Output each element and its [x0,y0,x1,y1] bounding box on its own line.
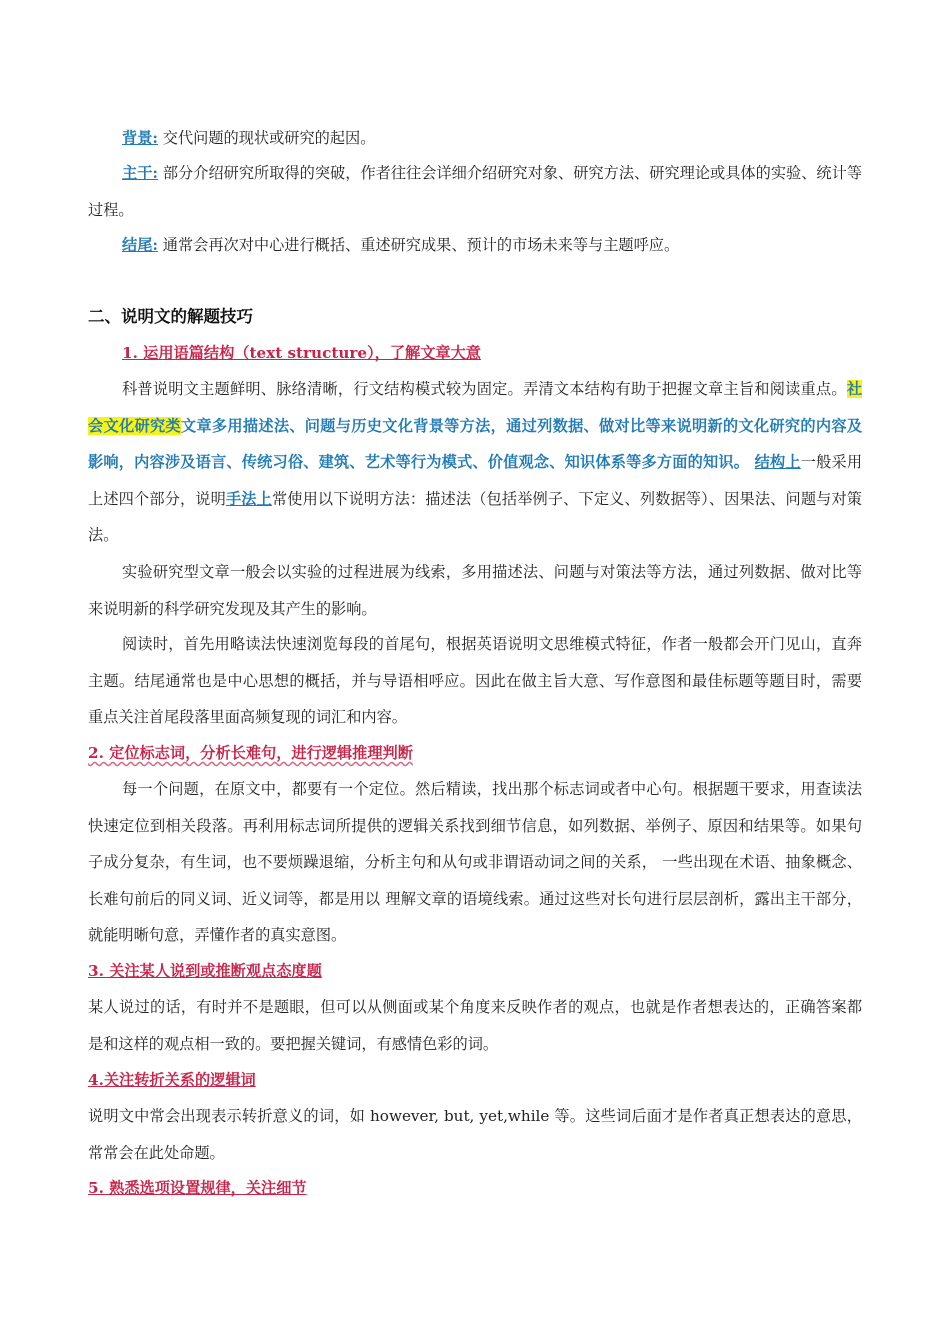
tip5-title-text: 5. 熟悉选项设置规律，关注细节 [88,1179,307,1197]
tip1-title-text: 1. 运用语篇结构（text structure），了解文章大意 [122,344,481,362]
method-label: 手法上 [225,489,272,508]
ending-label: 结尾: [122,236,158,254]
highlight-social-culture: 社会文化研究类 [88,380,862,435]
background-paragraph [88,120,862,157]
tip1-title [88,335,862,372]
tip3-paragraph: 某人说过的话，有时并不是题眼，但可以从侧面或某个角度来反映作者的观点，也就是作者想表达的，正确答案都是和这样的观点相一致的。要把握关键词，有感情色彩的词。 [88,998,862,1053]
tip2-title-text: 2. 定位标志词，分析长难句，进行逻辑推理判断 [88,744,413,762]
ending-text: 通常会再次对中心进行概括、重述研究成果、预计的市场未来等与主题呼应。 [157,236,680,254]
tip1-p1-c: 一般采用上述四个部分，说明 [88,453,863,508]
tip1-paragraph-3: 阅读时，首先用略读法快速浏览每段的首尾句，根据英语说明文思维模式特征，作者一般都会开门见山，直奔主题。结尾通常也是中心思想的概括，并与导语相呼应。因此在做主旨大意、写作意图和最佳标题等题目时，需要重点关注首尾段落里面高频复现的词汇和内容。 [88,635,862,726]
structure-label: 结构上 [754,453,801,471]
section-heading: 二、说明文的解题技巧 [88,307,253,326]
tip4-paragraph: 说明文中常会出现表示转折意义的词，如 however, but, yet,while 等。这些词后面才是作者真正想表达的意思，常常会在此处命题。 [88,1107,862,1162]
tip3-title [88,953,862,990]
tip4-title-text: 4.关注转折关系的逻辑词 [88,1071,256,1089]
tip2-title [88,735,862,772]
tip1-p1-b: 。 [733,453,755,471]
tip1-paragraph-2: 实验研究型文章一般会以实验的过程进展为线索，多用描述法、问题与对策法等方法，通过列数据、做对比等来说明新的科学研究发现及其产生的影响。 [88,563,862,618]
tip5-title [88,1170,862,1207]
ending-paragraph [88,227,862,264]
tip1-p1-a: 科普说明文主题鲜明、脉络清晰，行文结构模式较为固定。弄清文本结构有助于把握文章主旨和阅读重点。 [122,380,847,398]
tip3-title-text: 3. 关注某人说到或推断观点态度题 [88,962,322,980]
main-paragraph [88,155,862,228]
background-text: 交代问题的现状或研究的起因。 [157,129,376,147]
background-label: 背景: [122,129,158,147]
main-text: 部分介绍研究所取得的突破，作者往往会详细介绍研究对象、研究方法、研究理论或具体的实验、统计等过程。 [88,164,863,219]
tip2-paragraph: 每一个问题，在原文中，都要有一个定位。然后精读，找出那个标志词或者中心句。根据题干要求，用查读法快速定位到相关段落。再利用标志词所提供的逻辑关系找到细节信息，如列数据、举例子、原因和结果等。如果句子成分复杂，有生词，也不要烦躁退缩，分析主句和从句或非谓语动词之间的关系， 一些出现在术语、抽象概念、长难句前后的同义词、近义词等，都是用以 理解文章的语境线索。通过这些对长句进行层层剖析，露出主干部分，就能明晰句意，弄懂作者的真实意图。 [88,780,862,944]
tip4-title [88,1062,862,1099]
tip1-p1-blue: 文章多用描述法、问题与历史文化背景等方法，通过列数据、做对比等来说明新的文化研究的内容及影响，内容涉及语言、传统习俗、建筑、艺术等行为模式、价值观念、知识体系等多方面的知识 [88,416,863,471]
main-label: 主干: [122,164,159,182]
tip1-p1-d: 常使用以下说明方法：描述法（包括举例子、下定义、列数据等）、因果法、问题与对策法。 [88,489,862,544]
tip1-paragraph-1 [88,371,862,554]
